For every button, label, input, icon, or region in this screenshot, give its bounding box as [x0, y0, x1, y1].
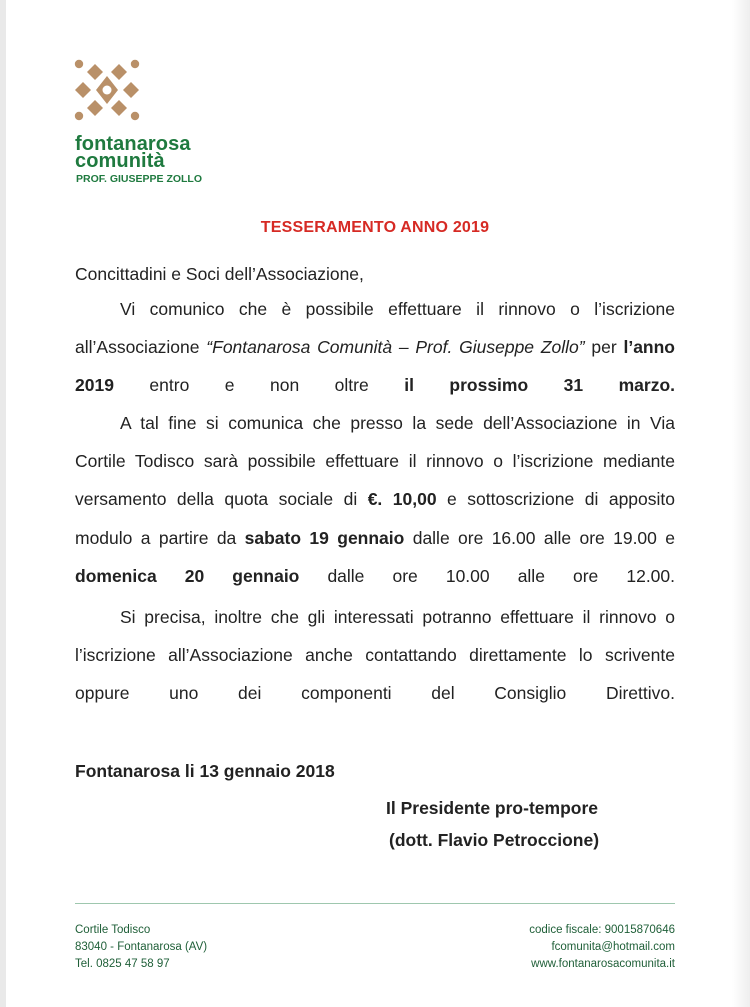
- paragraph-registration-details: [75, 404, 675, 595]
- place-date-line: Fontanarosa li 13 gennaio 2018: [75, 761, 335, 781]
- paragraph-renewal-deadline: [75, 290, 675, 405]
- footer-city: 83040 - Fontanarosa (AV): [75, 941, 208, 953]
- paragraph1-text1: Vi comunico che è possibile effettuare il rinnovo o l’iscrizione all’Associazione: [75, 299, 675, 358]
- membership-fee: €. 10,00: [367, 489, 437, 510]
- signature-name: (dott. Flavio Petroccione): [389, 830, 600, 850]
- association-logo: [74, 58, 214, 188]
- logo-name-line1: fontanarosa: [75, 133, 191, 155]
- logo-mark-icon: [74, 58, 140, 122]
- paragraph1-text2: per: [584, 337, 624, 358]
- footer-street: Cortile Todisco: [75, 924, 151, 936]
- deadline-date: il prossimo 31 marzo.: [404, 375, 676, 396]
- footer-contacts: [529, 922, 675, 973]
- logo-name-line2: comunità: [75, 150, 165, 172]
- paragraph-contact-info: Si precisa, inoltre che gli interessati potranno effettuare il rinnovo o l’iscrizione all’Associazione anche contattando direttamente lo scrivente oppure uno dei componenti del Consiglio Direttivo.: [75, 607, 675, 704]
- sunday-date: domenica 20 gennaio: [75, 565, 300, 586]
- saturday-date: sabato 19 gennaio: [244, 527, 405, 548]
- footer-phone: Tel. 0825 47 58 97: [75, 958, 170, 970]
- footer-tax-code: codice fiscale: 90015870646: [529, 924, 675, 936]
- footer-email: fcomunita@hotmail.com: [551, 941, 675, 953]
- signature-role: Il Presidente pro-tempore: [386, 798, 598, 818]
- paragraph2-text1: A tal fine si comunica che presso la sede dell’Associazione in Via Cortile Todisco sarà possibile effettuare il rinnovo o l’iscrizione mediante versamento della quota sociale di: [75, 413, 675, 510]
- membership-year: l’anno 2019: [75, 337, 675, 396]
- logo-subtitle: PROF. GIUSEPPE ZOLLO: [76, 173, 203, 185]
- page-edge-right: [732, 0, 750, 1007]
- paragraph2-text3: dalle ore 16.00 alle ore 19.00 e: [404, 527, 675, 548]
- paragraph2-text2: e sottoscrizione di apposito modulo a partire da: [75, 489, 676, 548]
- paragraph2-text4: dalle ore 10.00 alle ore 12.00.: [299, 565, 676, 586]
- footer-address: [75, 922, 207, 973]
- document-title: TESSERAMENTO ANNO 2019: [260, 219, 490, 236]
- signature-block: [386, 792, 599, 856]
- footer-website: www.fontanarosacomunita.it: [531, 958, 675, 970]
- association-name: “Fontanarosa Comunità – Prof. Giuseppe Zollo”: [206, 337, 585, 358]
- paragraph1-text3: entro e non oltre: [113, 375, 405, 396]
- footer-divider: [75, 903, 675, 904]
- salutation: Concittadini e Soci dell’Associazione,: [75, 264, 364, 284]
- page-edge-left: [0, 0, 6, 1007]
